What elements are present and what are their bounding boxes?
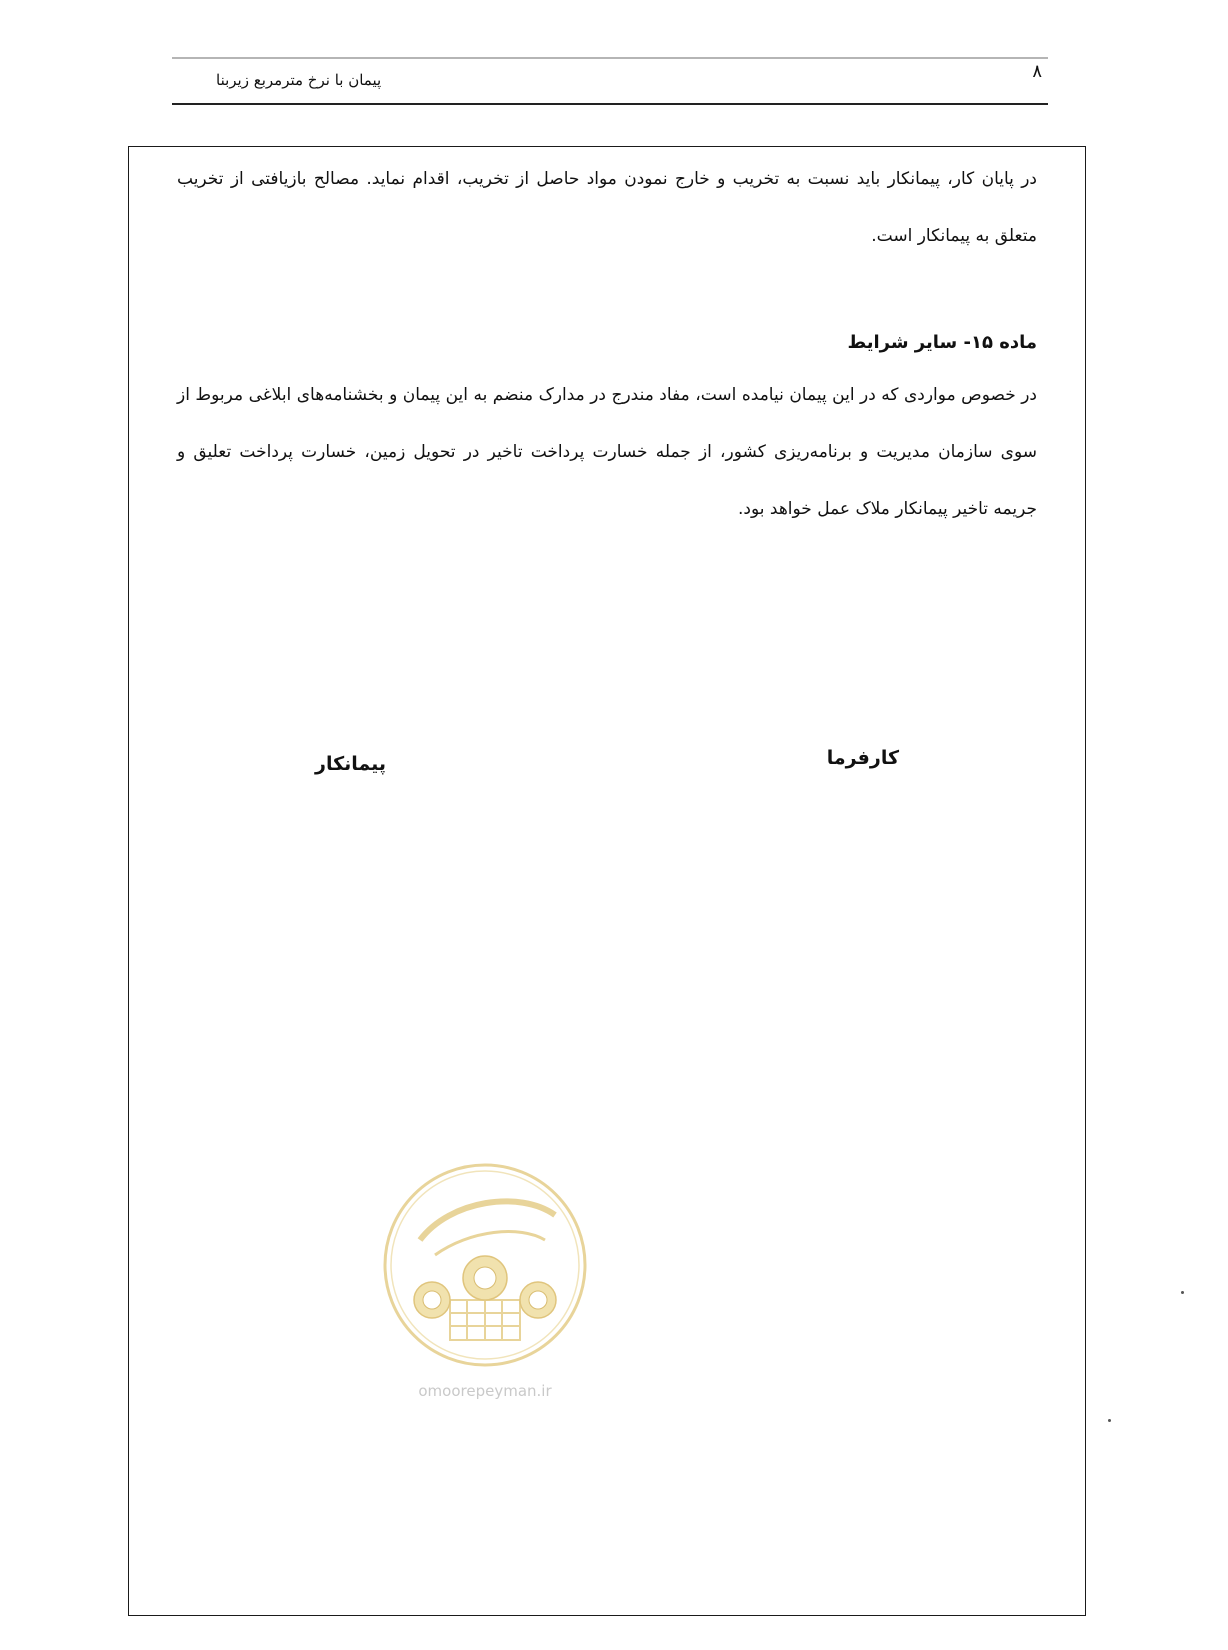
watermark-url: omoorepeyman.ir (418, 1382, 552, 1400)
page-number: ۸ (1032, 61, 1042, 82)
scan-speck (1181, 1291, 1184, 1294)
contractor-signature-label: پیمانکار (315, 753, 387, 775)
scan-speck (1108, 1419, 1111, 1422)
content-frame (128, 146, 1086, 1616)
employer-signature-label: کارفرما (826, 747, 899, 769)
paragraph-other-conditions: در خصوص مواردی که در این پیمان نیامده است، مفاد مندرج در مدارک منضم به این پیمان و بخشنامه‌های ابلاغی مربوط از سوی سازمان مدیریت و برنامه‌ریزی کشور، از جمله خسارت پرداخت تاخیر در تحویل زمین، خسارت پرداخت تعلیق و جریمه تاخیر پیمانکار ملاک عمل خواهد بود. (177, 385, 1037, 519)
page-header (172, 57, 1048, 105)
article-15-title: ماده ۱۵- سایر شرایط (847, 332, 1037, 353)
paragraph-demolition: در پایان کار، پیمانکار باید نسبت به تخریب و خارج نمودن مواد حاصل از تخریب، اقدام نماید. مصالح بازیافتی از تخریب متعلق به پیمانکار است. (177, 169, 1037, 246)
document-body (177, 147, 1037, 538)
document-title: پیمان با نرخ مترمربع زیربنا (216, 71, 382, 89)
watermark-logo (380, 1160, 590, 1370)
